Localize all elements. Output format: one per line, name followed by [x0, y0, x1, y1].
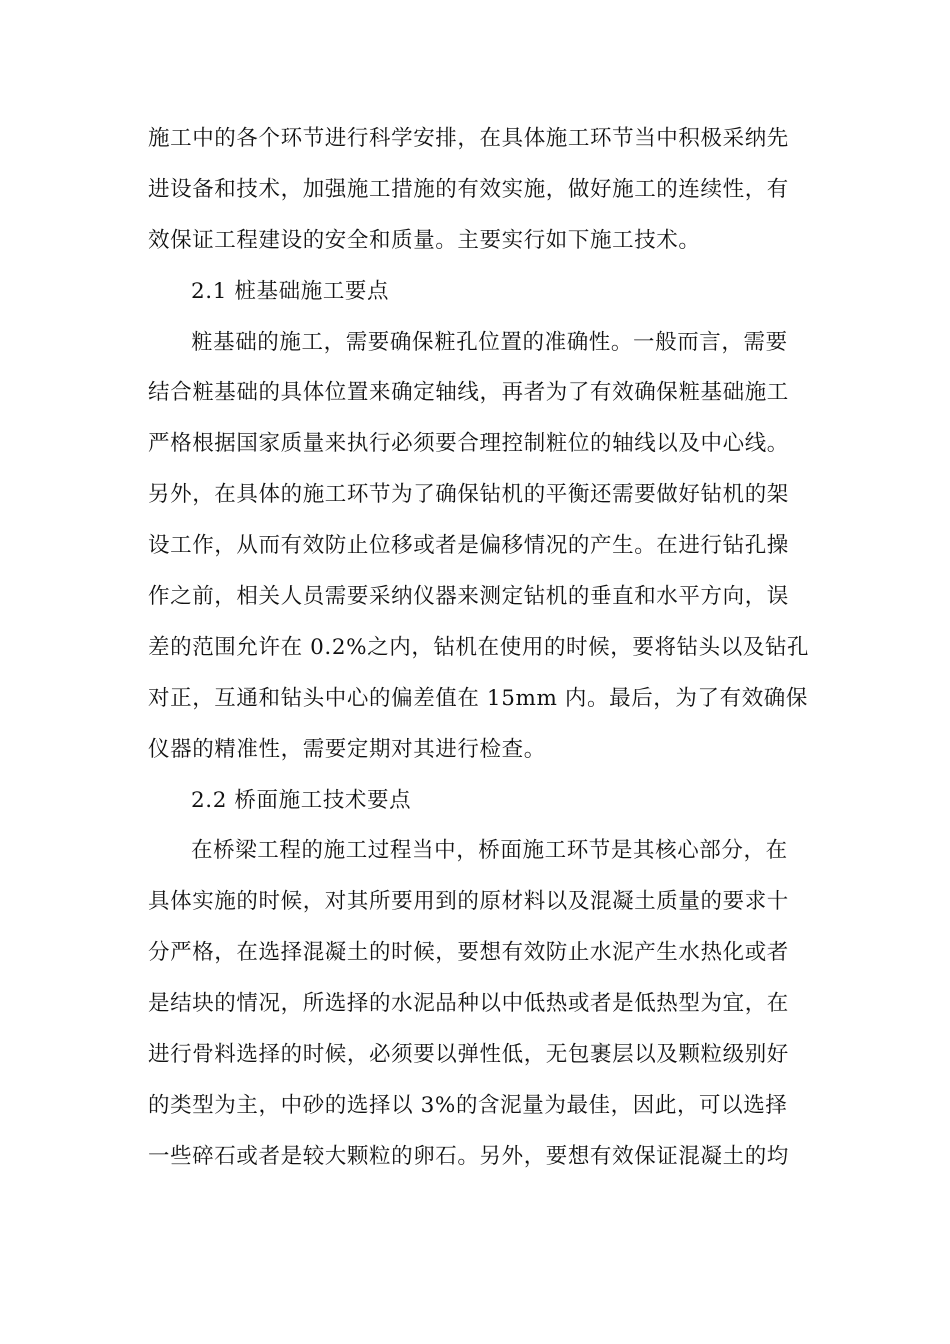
text-line: 的类型为主，中砂的选择以 3%的含泥量为最佳，因此，可以选择 — [148, 1092, 788, 1118]
text-line: 差的范围允许在 0.2%之内，钻机在使用的时候，要将钻头以及钻孔 — [148, 634, 810, 660]
text-line: 进行骨料选择的时候，必须要以弹性低，无包裹层以及颗粒级别好 — [148, 1042, 789, 1068]
text-line: 粧基础的施工，需要确保粧孔位置的准确性。一般而言，需要 — [191, 329, 788, 355]
text-line: 一些碎石或者是较大颗粒的卵石。另外，要想有效保证混凝土的均 — [148, 1143, 789, 1169]
text-line: 2.2 桥面施工技术要点 — [191, 787, 412, 813]
text-line: 进设备和技术，加强施工措施的有效实施，做好施工的连续性，有 — [148, 176, 789, 202]
text-line: 对正，互通和钻头中心的偏差值在 15mm 内。最后，为了有效确保 — [148, 685, 809, 711]
text-line: 效保证工程建设的安全和质量。主要实行如下施工技术。 — [148, 227, 701, 253]
text-line: 严格根据国家质量来执行必须要合理控制粧位的轴线以及中心线。 — [148, 431, 789, 457]
document-body — [148, 114, 808, 1183]
text-line: 结合粧基础的具体位置来确定轴线，再者为了有效确保粧基础施工 — [148, 380, 789, 406]
text-line: 另外，在具体的施工环节为了确保钻机的平衡还需要做好钻机的架 — [148, 482, 789, 508]
text-line: 作之前，相关人员需要采纳仪器来测定钻机的垂直和水平方向，误 — [148, 584, 789, 610]
text-line: 在桥梁工程的施工过程当中，桥面施工环节是其核心部分，在 — [191, 838, 788, 864]
text-line: 设工作，从而有效防止位移或者是偏移情况的产生。在进行钻孔操 — [148, 533, 789, 559]
text-line: 2.1 桩基础施工要点 — [191, 278, 390, 304]
text-line: 施工中的各个环节进行科学安排，在具体施工环节当中积极采纳先 — [148, 126, 789, 151]
text-line: 具体实施的时候，对其所要用到的原材料以及混凝土质量的要求十 — [148, 889, 789, 915]
text-line: 仪器的精准性，需要定期对其进行检查。 — [148, 736, 546, 762]
text-line: 是结块的情况，所选择的水泥品种以中低热或者是低热型为宜，在 — [148, 991, 789, 1017]
text-line: 分严格，在选择混凝土的时候，要想有效防止水泥产生水热化或者 — [148, 940, 789, 966]
